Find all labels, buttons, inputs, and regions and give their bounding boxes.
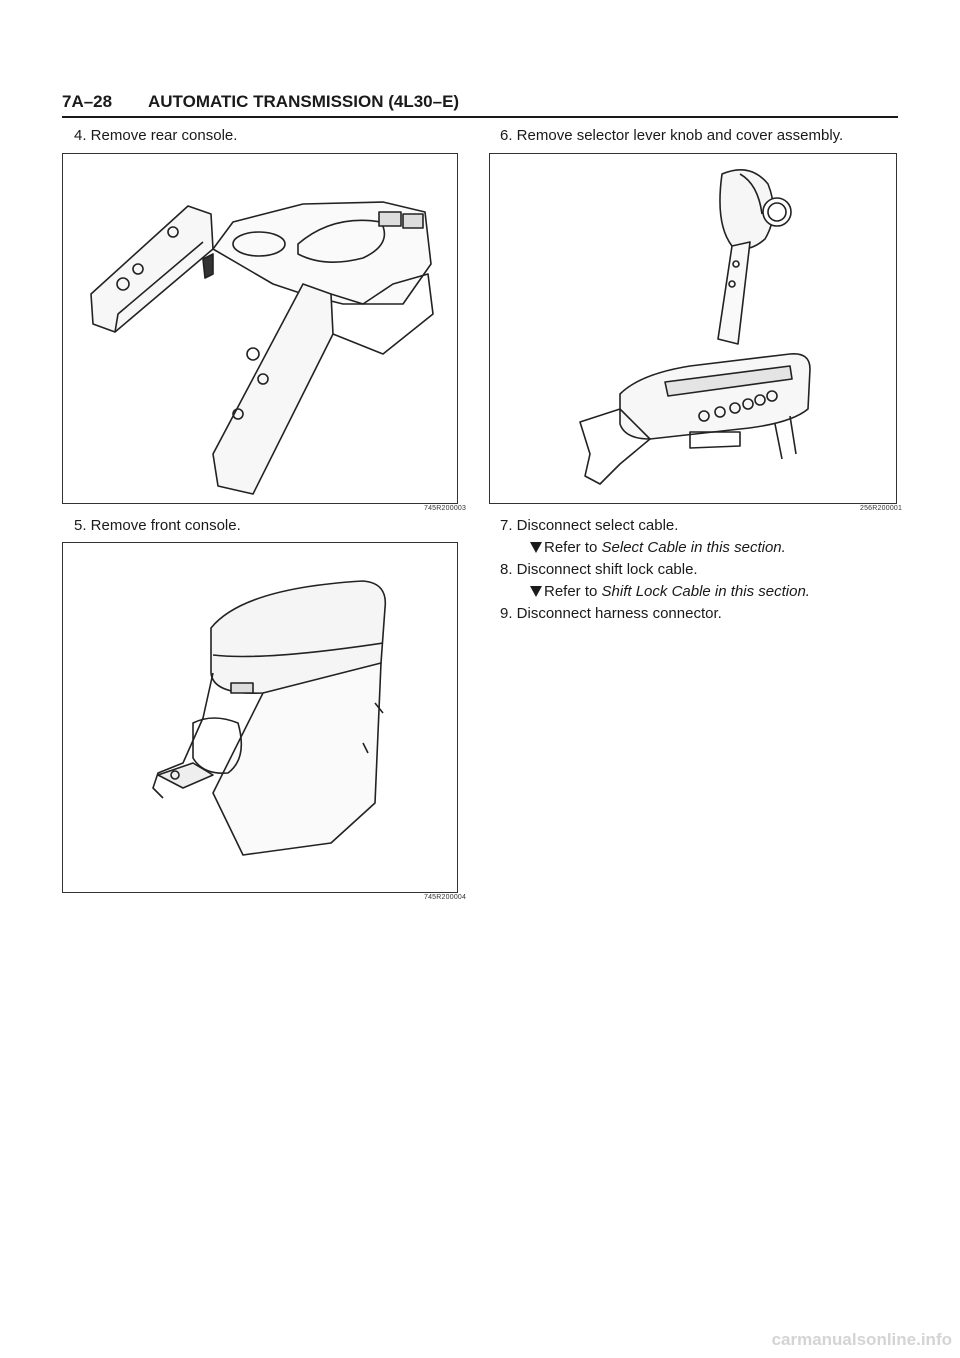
step-4-text: 4. Remove rear console. (74, 127, 238, 144)
front-console-illustration (63, 543, 457, 892)
selector-lever-figure (489, 153, 897, 504)
step-7-note-prefix: Refer to (544, 539, 602, 556)
step-6-text: 6. Remove selector lever knob and cover assembly. (500, 127, 844, 144)
step-7-note (530, 539, 786, 556)
watermark: carmanualsonline.info (771, 1330, 952, 1349)
step-8-note-prefix: Refer to (544, 583, 602, 600)
step-8-note-reference: Shift Lock Cable in this section. (601, 583, 810, 600)
section-number: 7A–28 (62, 92, 113, 111)
step-8-text: 8. Disconnect shift lock cable. (500, 561, 698, 578)
step-9-text: 9. Disconnect harness connector. (500, 605, 722, 622)
figure-id-selector: 256R200001 (860, 505, 903, 512)
step-8-note (530, 583, 810, 600)
figure-id-front-console: 745R200004 (424, 894, 467, 901)
figure-id-rear-console: 745R200003 (424, 505, 467, 512)
header-rule (62, 116, 898, 118)
reference-arrow-icon (530, 586, 542, 597)
rear-console-illustration (63, 154, 457, 503)
reference-arrow-icon (530, 542, 542, 553)
rear-console-figure (62, 153, 458, 504)
step-5-text: 5. Remove front console. (74, 517, 241, 534)
selector-lever-illustration (490, 154, 896, 503)
step-7-text: 7. Disconnect select cable. (500, 517, 679, 534)
page-title: AUTOMATIC TRANSMISSION (4L30–E) (148, 92, 460, 111)
page-header (62, 92, 898, 118)
step-7-note-reference: Select Cable in this section. (601, 539, 786, 556)
front-console-figure (62, 542, 458, 893)
